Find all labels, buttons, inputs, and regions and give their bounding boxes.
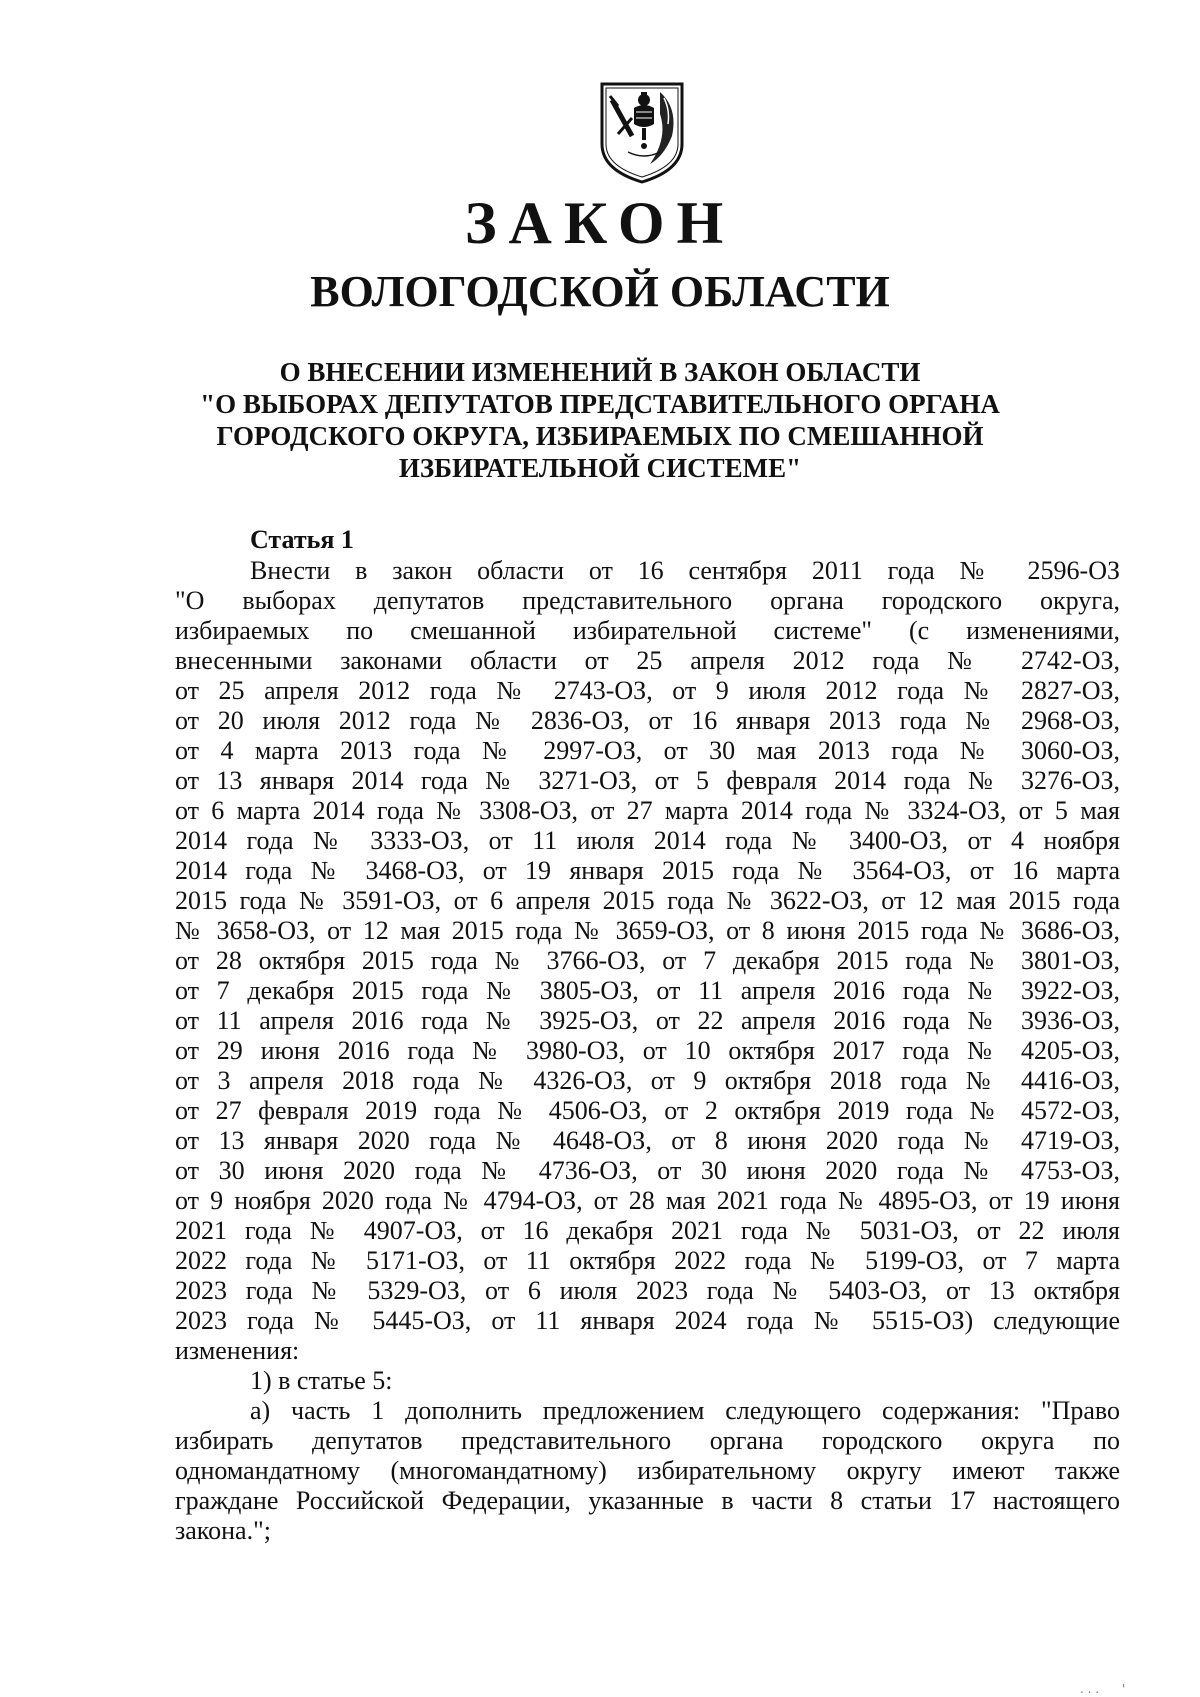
law-subject-line: "О ВЫБОРАХ ДЕПУТАТОВ ПРЕДСТАВИТЕЛЬНОГО ОРГАНА: [200, 389, 1000, 419]
scan-artifact: . . . ': [1080, 1682, 1126, 1696]
law-subject-line: ИЗБИРАТЕЛЬНОЙ СИСТЕМЕ": [398, 453, 802, 483]
body-line: от 9 ноября 2020 года № 4794-ОЗ, от 28 мая 2021 года № 4895-ОЗ, от 19 июня: [175, 1186, 1120, 1215]
document-region: ВОЛОГОДСКОЙ ОБЛАСТИ: [310, 267, 890, 316]
law-subject-line: О ВНЕСЕНИИ ИЗМЕНЕНИЙ В ЗАКОН ОБЛАСТИ: [279, 357, 921, 387]
body-line: 2015 года № 3591-ОЗ, от 6 апреля 2015 года № 3622-ОЗ, от 12 мая 2015 года: [175, 886, 1120, 915]
body-line: от 30 июня 2020 года № 4736-ОЗ, от 30 июня 2020 года № 4753-ОЗ,: [175, 1156, 1120, 1185]
body-line: от 28 октября 2015 года № 3766-ОЗ, от 7 декабря 2015 года № 3801-ОЗ,: [175, 946, 1120, 975]
body-line: от 4 марта 2013 года № 2997-ОЗ, от 30 мая 2013 года № 3060-ОЗ,: [175, 736, 1120, 765]
body-line: от 27 февраля 2019 года № 4506-ОЗ, от 2 октября 2019 года № 4572-ОЗ,: [175, 1096, 1120, 1125]
body-line: одномандатному (многомандатному) избирательному округу имеют также: [175, 1456, 1120, 1485]
body-line: от 11 апреля 2016 года № 3925-ОЗ, от 22 апреля 2016 года № 3936-ОЗ,: [175, 1006, 1120, 1035]
body-line: от 3 апреля 2018 года № 4326-ОЗ, от 9 октября 2018 года № 4416-ОЗ,: [175, 1066, 1120, 1095]
law-subject-line: ГОРОДСКОГО ОКРУГА, ИЗБИРАЕМЫХ ПО СМЕШАННОЙ: [216, 421, 984, 451]
body-line: закона.";: [175, 1516, 271, 1545]
body-line: Внести в закон области от 16 сентября 2011 года № 2596-ОЗ: [250, 556, 1120, 585]
body-line: а) часть 1 дополнить предложением следующего содержания: "Право: [250, 1396, 1120, 1425]
body-line: внесенными законами области от 25 апреля 2012 года № 2742-ОЗ,: [175, 646, 1120, 675]
body-line: граждане Российской Федерации, указанные в части 8 статьи 17 настоящего: [175, 1486, 1120, 1515]
coat-of-arms-emblem: [598, 78, 686, 186]
law-subject: [150, 356, 1050, 484]
body-line: № 3658-ОЗ, от 12 мая 2015 года № 3659-ОЗ, от 8 июня 2015 года № 3686-ОЗ,: [175, 916, 1120, 945]
body-line: от 29 июня 2016 года № 3980-ОЗ, от 10 октября 2017 года № 4205-ОЗ,: [175, 1036, 1120, 1065]
body-line: от 13 января 2014 года № 3271-ОЗ, от 5 февраля 2014 года № 3276-ОЗ,: [175, 766, 1120, 795]
body-line: 2022 года № 5171-ОЗ, от 11 октября 2022 года № 5199-ОЗ, от 7 марта: [175, 1246, 1120, 1275]
shield-icon: [598, 78, 686, 186]
body-line: 2014 года № 3333-ОЗ, от 11 июля 2014 года № 3400-ОЗ, от 4 ноября: [175, 826, 1120, 855]
body-line: "О выборах депутатов представительного органа городского округа,: [175, 586, 1120, 615]
body-line: избирать депутатов представительного органа городского округа по: [175, 1426, 1120, 1455]
body-line: от 20 июля 2012 года № 2836-ОЗ, от 16 января 2013 года № 2968-ОЗ,: [175, 706, 1120, 735]
body-line: 1) в статье 5:: [250, 1366, 393, 1395]
body-line: избираемых по смешанной избирательной системе" (с изменениями,: [175, 616, 1120, 645]
body-line: 2014 года № 3468-ОЗ, от 19 января 2015 года № 3564-ОЗ, от 16 марта: [175, 856, 1120, 885]
body-line: от 25 апреля 2012 года № 2743-ОЗ, от 9 июля 2012 года № 2827-ОЗ,: [175, 676, 1120, 705]
article-body: [175, 556, 1120, 1546]
body-line: от 7 декабря 2015 года № 3805-ОЗ, от 11 апреля 2016 года № 3922-ОЗ,: [175, 976, 1120, 1005]
body-line: от 13 января 2020 года № 4648-ОЗ, от 8 июня 2020 года № 4719-ОЗ,: [175, 1126, 1120, 1155]
body-line: от 6 марта 2014 года № 3308-ОЗ, от 27 марта 2014 года № 3324-ОЗ, от 5 мая: [175, 796, 1120, 825]
body-line: 2023 года № 5329-ОЗ, от 6 июля 2023 года № 5403-ОЗ, от 13 октября: [175, 1276, 1120, 1305]
article-heading: Статья 1: [250, 525, 354, 554]
document-title: ЗАКОН: [464, 190, 736, 256]
body-line: изменения:: [175, 1336, 300, 1365]
body-line: 2023 года № 5445-ОЗ, от 11 января 2024 года № 5515-ОЗ) следующие: [175, 1306, 1120, 1335]
body-line: 2021 года № 4907-ОЗ, от 16 декабря 2021 года № 5031-ОЗ, от 22 июля: [175, 1216, 1120, 1245]
